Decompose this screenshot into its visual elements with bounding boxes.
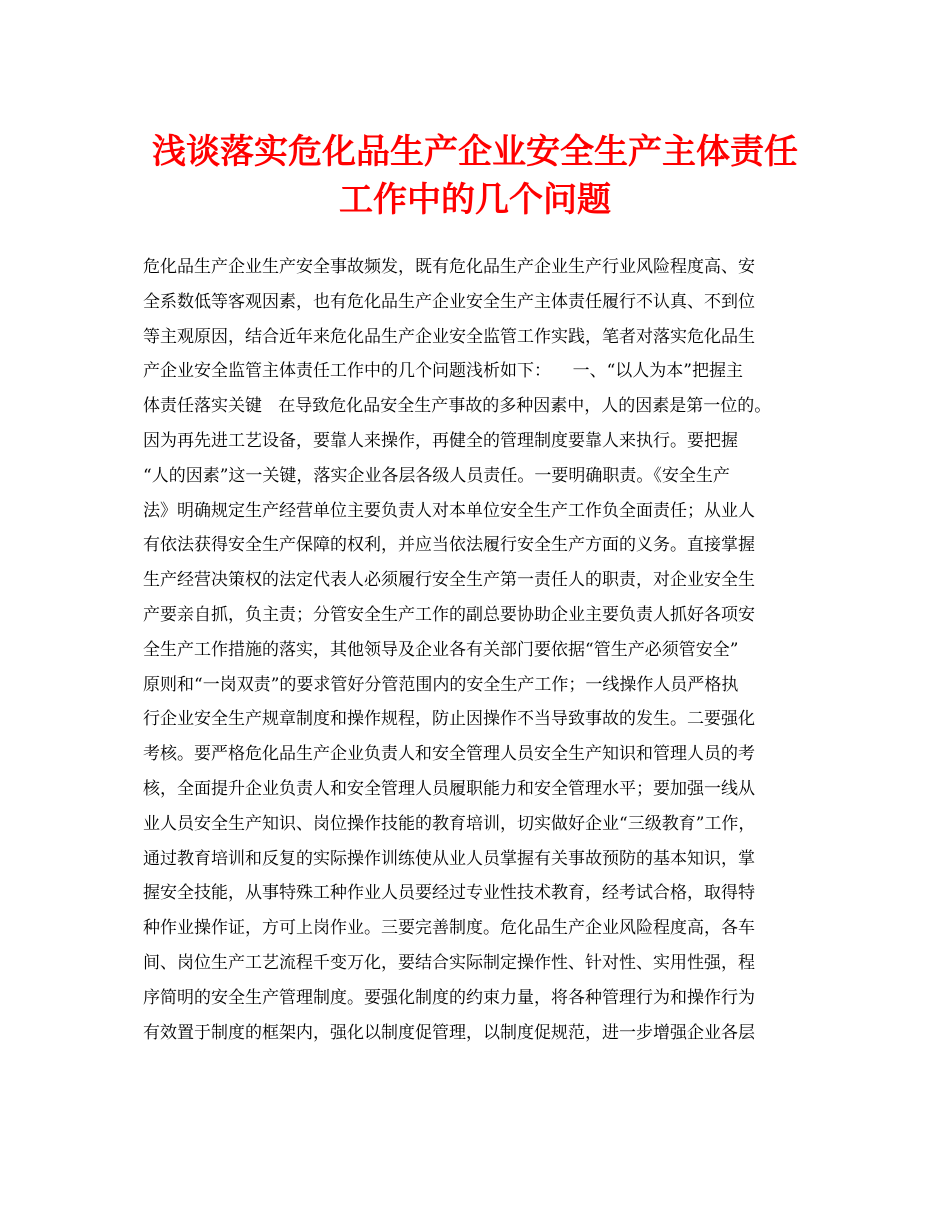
body-line: 核，全面提升企业负责人和安全管理人员履职能力和安全管理水平；要加强一线从 [143,778,755,799]
body-line: 行企业安全生产规章制度和操作规程，防止因操作不当导致事故的发生。二要强化 [143,709,755,730]
body-line: 业人员安全生产知识、岗位操作技能的教育培训，切实做好企业“三级教育”工作， [143,813,756,834]
body-line: 有依法获得安全生产保障的权利，并应当依法履行安全生产方面的义务。直接掌握 [143,535,755,556]
document-title-line-1: 浅谈落实危化品生产企业安全生产主体责任 [152,132,798,172]
body-line: 等主观原因，结合近年来危化品生产企业安全监管工作实践，笔者对落实危化品生 [143,326,755,347]
document-body [143,250,833,1050]
body-line: 全系数低等客观因素，也有危化品生产企业安全生产主体责任履行不认真、不到位 [143,291,755,312]
body-line: 体责任落实关键 在导致危化品安全生产事故的多种因素中，人的因素是第一位的。 [143,396,772,417]
body-line: 通过教育培训和反复的实际操作训练使从业人员掌握有关事故预防的基本知识，掌 [143,848,755,869]
body-line: 法》明确规定生产经营单位主要负责人对本单位安全生产工作负全面责任；从业人 [143,500,755,521]
document-title-line-2: 工作中的几个问题 [339,180,611,220]
body-line: 间、岗位生产工艺流程千变万化，要结合实际制定操作性、针对性、实用性强，程 [143,952,755,973]
body-line: 产企业安全监管主体责任工作中的几个问题浅析如下： 一、“以人为本”把握主 [143,361,743,382]
body-line: 生产经营决策权的法定代表人必须履行安全生产第一责任人的职责，对企业安全生 [143,570,755,591]
body-line: 考核。要严格危化品生产企业负责人和安全管理人员安全生产知识和管理人员的考 [143,744,755,765]
body-line: 因为再先进工艺设备，要靠人来操作，再健全的管理制度要靠人来执行。要把握 [143,430,738,451]
body-line: 种作业操作证，方可上岗作业。三要完善制度。危化品生产企业风险程度高，各车 [143,918,755,939]
body-line: 全生产工作措施的落实，其他领导及企业各有关部门要依据“管生产必须管安全” [143,639,739,660]
body-line: 原则和“一岗双责”的要求管好分管范围内的安全生产工作；一线操作人员严格执 [143,674,739,695]
body-line: “人的因素”这一关键，落实企业各层各级人员责任。一要明确职责。《安全生产 [143,465,730,486]
body-line: 序简明的安全生产管理制度。要强化制度的约束力量，将各种管理行为和操作行为 [143,987,755,1008]
body-line: 危化品生产企业生产安全事故频发，既有危化品生产企业生产行业风险程度高、安 [143,257,755,277]
body-line: 握安全技能，从事特殊工种作业人员要经过专业性技术教育，经考试合格，取得特 [143,883,755,904]
body-line: 有效置于制度的框架内，强化以制度促管理，以制度促规范，进一步增强企业各层 [143,1022,755,1043]
body-line: 产要亲自抓，负主责；分管安全生产工作的副总要协助企业主要负责人抓好各项安 [143,604,755,625]
